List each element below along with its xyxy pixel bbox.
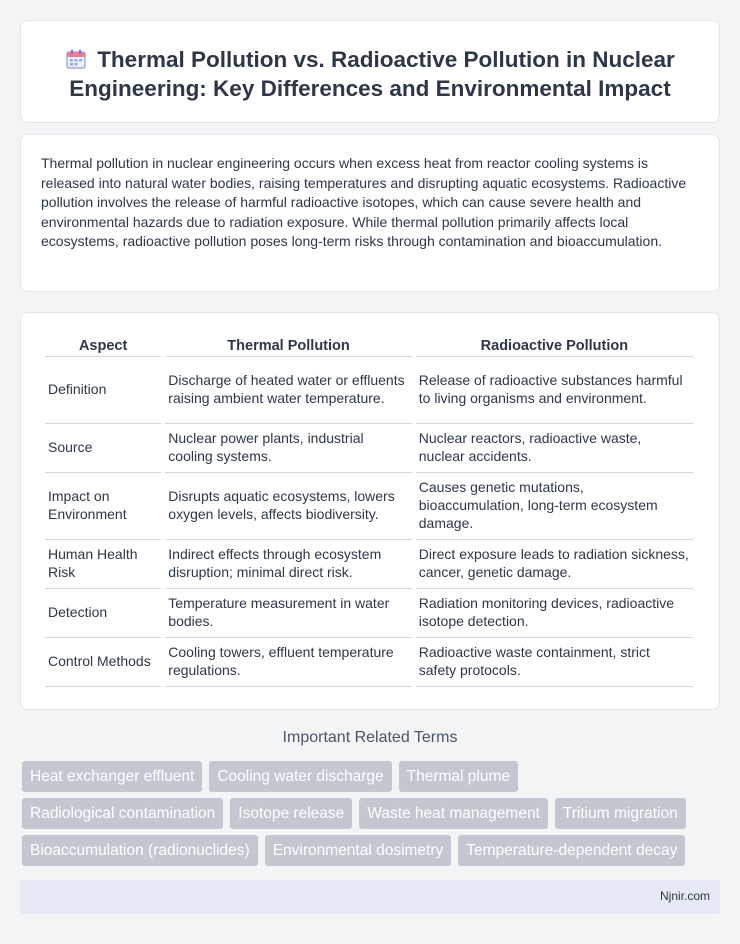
aspect-cell: Source [45,424,161,473]
thermal-cell: Temperature measurement in water bodies. [165,589,411,638]
tag-row [22,761,722,792]
header-radioactive: Radioactive Pollution [416,332,693,357]
radioactive-cell: Release of radioactive substances harmful to living organisms and environment. [416,357,693,424]
radioactive-cell: Radiation monitoring devices, radioactive isotope detection. [416,589,693,638]
tag-row [22,835,722,866]
tag-bioaccumulation[interactable]: Bioaccumulation (radionuclides) [22,835,258,866]
thermal-cell: Discharge of heated water or effluents raising ambient water temperature. [165,357,411,424]
tag-isotope-release[interactable]: Isotope release [230,798,352,829]
footer-site-name[interactable]: Njnir.com [659,889,710,903]
page-title-text: Thermal Pollution vs. Radioactive Pollution in Nuclear Engineering: Key Differences and Environmental Impact [69,47,675,101]
thermal-cell: Disrupts aquatic ecosystems, lowers oxygen levels, affects biodiversity. [165,473,411,540]
table-row [45,424,693,473]
tag-waste-heat-management[interactable]: Waste heat management [359,798,548,829]
related-terms [22,761,722,872]
radioactive-cell: Direct exposure leads to radiation sickness, cancer, genetic damage. [416,540,693,589]
comparison-card [20,312,720,710]
header-aspect: Aspect [45,332,161,357]
radioactive-cell: Nuclear reactors, radioactive waste, nuclear accidents. [416,424,693,473]
tag-environmental-dosimetry[interactable]: Environmental dosimetry [265,835,452,866]
table-header-row [45,332,693,357]
tag-row [22,798,722,829]
tag-cooling-water-discharge[interactable]: Cooling water discharge [209,761,391,792]
calendar-icon [65,48,87,70]
header-thermal: Thermal Pollution [165,332,411,357]
comparison-table [41,332,697,687]
tag-thermal-plume[interactable]: Thermal plume [399,761,518,792]
table-row [45,357,693,424]
aspect-cell: Definition [45,357,161,424]
thermal-cell: Cooling towers, effluent temperature regulations. [165,638,411,687]
intro-card [20,134,720,292]
footer [20,880,720,914]
radioactive-cell: Radioactive waste containment, strict safety protocols. [416,638,693,687]
table-row [45,473,693,540]
title-card [20,20,720,123]
aspect-cell: Human Health Risk [45,540,161,589]
radioactive-cell: Causes genetic mutations, bioaccumulation, long-term ecosystem damage. [416,473,693,540]
tag-tritium-migration[interactable]: Tritium migration [555,798,686,829]
table-row [45,540,693,589]
page-title [51,45,689,103]
tag-temperature-dependent-decay[interactable]: Temperature-dependent decay [458,835,685,866]
tag-heat-exchanger-effluent[interactable]: Heat exchanger effluent [22,761,202,792]
aspect-cell: Control Methods [45,638,161,687]
tag-radiological-contamination[interactable]: Radiological contamination [22,798,223,829]
intro-paragraph: Thermal pollution in nuclear engineering occurs when excess heat from reactor cooling systems is released into natural water bodies, raising temperatures and disrupting aquatic ecosystems. Radioactive pollution involves the release of harmful radioactive isotopes, which can cause severe health and environmental hazards due to radiation exposure. While thermal pollution primarily affects local ecosystems, radioactive pollution poses long-term risks through contamination and bioaccumulation. [41,155,687,250]
thermal-cell: Indirect effects through ecosystem disruption; minimal direct risk. [165,540,411,589]
thermal-cell: Nuclear power plants, industrial cooling systems. [165,424,411,473]
aspect-cell: Detection [45,589,161,638]
aspect-cell: Impact on Environment [45,473,161,540]
related-terms-heading: Important Related Terms [282,729,458,746]
table-row [45,638,693,687]
table-row [45,589,693,638]
